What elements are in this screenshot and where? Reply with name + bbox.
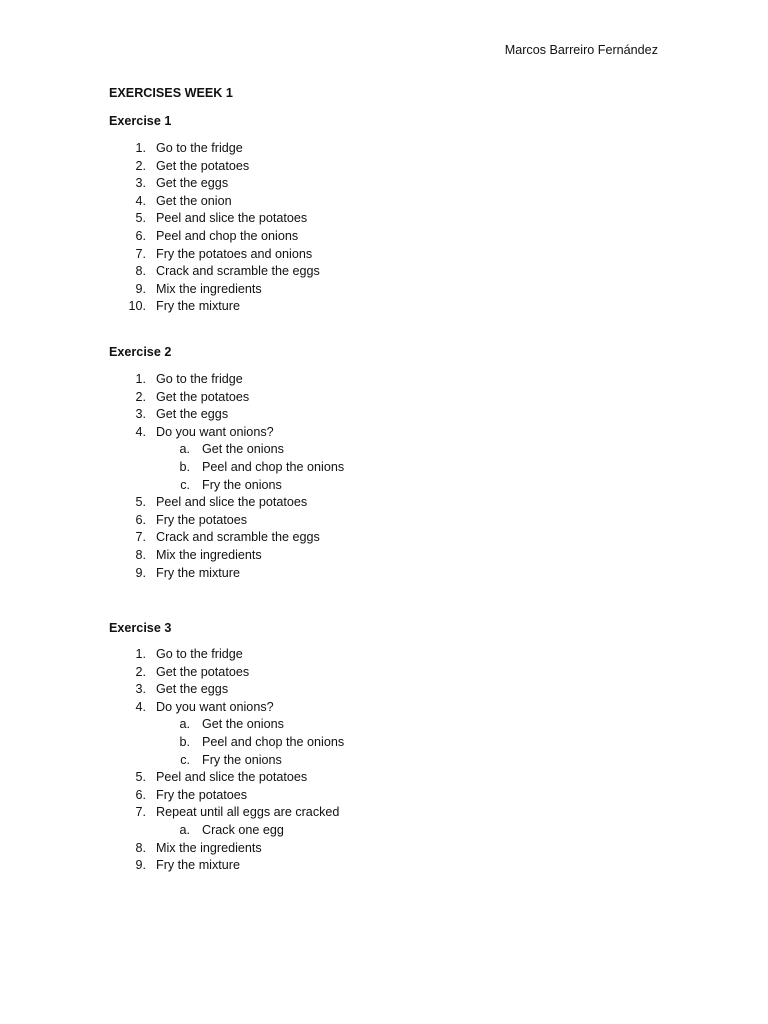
item-number: 10. [128,299,146,314]
item-text: Do you want onions? [156,699,274,714]
item-number: 5. [135,211,146,226]
item-letter: b. [179,459,190,474]
item-number: 6. [135,228,146,243]
item-letter: a. [179,442,190,457]
item-number: 6. [135,787,146,802]
item-text: Get the onion [156,193,232,208]
item-text: Repeat until all eggs are cracked [156,805,340,820]
item-text: Get the potatoes [156,158,250,173]
item-text: Peel and slice the potatoes [156,495,308,510]
item-number: 3. [135,176,146,191]
item-number: 1. [135,372,146,386]
item-number: 3. [135,682,146,697]
item-text: Peel and slice the potatoes [156,211,308,226]
exercise-2-heading: Exercise 2 [109,345,172,359]
item-number: 3. [135,407,146,422]
item-letter: a. [179,822,190,837]
item-number: 1. [135,647,146,661]
item-number: 7. [135,530,146,545]
item-text: Get the onions [202,442,284,457]
item-text: Go to the fridge [156,647,243,661]
item-text: Crack one egg [202,822,284,837]
item-text: Peel and chop the onions [202,459,345,474]
document-title: EXERCISES WEEK 1 [109,86,233,100]
item-text: Peel and chop the onions [202,734,345,749]
item-text: Crack and scramble the eggs [156,264,320,279]
item-text: Fry the mixture [156,299,240,314]
item-text: Fry the mixture [156,858,240,873]
item-number: 9. [135,858,146,873]
item-text: Fry the onions [202,477,282,492]
item-number: 9. [135,281,146,296]
item-number: 8. [135,264,146,279]
item-number: 9. [135,565,146,580]
item-text: Fry the potatoes [156,512,248,527]
item-number: 4. [135,193,146,208]
item-number: 4. [135,699,146,714]
item-number: 7. [135,805,146,820]
item-text: Peel and slice the potatoes [156,770,308,785]
item-text: Fry the potatoes [156,787,248,802]
item-text: Get the eggs [156,407,229,422]
exercise-1-heading: Exercise 1 [109,114,172,128]
item-text: Fry the onions [202,752,282,767]
item-text: Mix the ingredients [156,547,262,562]
item-text: Peel and chop the onions [156,228,299,243]
item-number: 4. [135,424,146,439]
item-number: 7. [135,246,146,261]
item-text: Fry the potatoes and onions [156,246,313,261]
item-text: Fry the mixture [156,565,240,580]
item-number: 8. [135,547,146,562]
item-number: 2. [135,158,146,173]
item-text: Do you want onions? [156,424,274,439]
item-text: Get the eggs [156,682,229,697]
item-text: Mix the ingredients [156,281,262,296]
item-letter: b. [179,734,190,749]
item-letter: c. [180,752,190,767]
item-number: 5. [135,770,146,785]
item-text: Mix the ingredients [156,840,262,855]
item-number: 2. [135,664,146,679]
item-text: Get the potatoes [156,389,250,404]
author-name: Marcos Barreiro Fernández [504,43,658,57]
item-text: Crack and scramble the eggs [156,530,320,545]
item-number: 8. [135,840,146,855]
item-number: 5. [135,495,146,510]
item-number: 1. [135,141,146,155]
item-letter: a. [179,717,190,732]
item-text: Get the onions [202,717,284,732]
item-text: Get the eggs [156,176,229,191]
item-number: 2. [135,389,146,404]
item-number: 6. [135,512,146,527]
item-text: Get the potatoes [156,664,250,679]
exercise-3-heading: Exercise 3 [109,621,172,635]
item-letter: c. [180,477,190,492]
item-text: Go to the fridge [156,141,243,155]
item-text: Go to the fridge [156,372,243,386]
